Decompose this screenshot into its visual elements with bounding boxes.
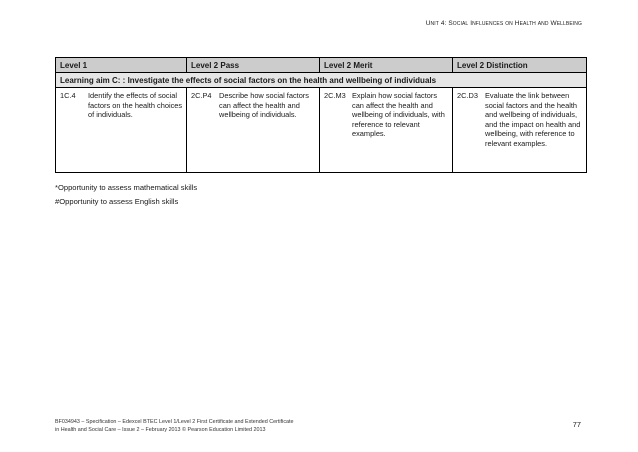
footer-line-2: in Health and Social Care – Issue 2 – February 2013 © Pearson Education Limited 2013 [55,427,266,433]
criterion-code: 2C.P4 [191,91,212,100]
note-english-skills: #Opportunity to assess English skills [55,197,179,206]
column-header-level-2-distinction: Level 2 Distinction [457,61,528,70]
criterion-text: Describe how social factors can affect the health and wellbeing of individuals. [219,91,309,120]
criterion-2cm3 [320,88,453,172]
table-header-row [56,58,586,73]
column-header-level-2-merit: Level 2 Merit [320,58,453,72]
criterion-text: Identify the effects of social factors on the health choices of individuals. [88,91,183,120]
criteria-row [56,88,586,173]
criterion-text: Explain how social factors can affect the health and wellbeing of individuals, with reference to relevant examples. [352,91,445,139]
page-footer [55,418,294,434]
footer-line-1: BF034943 – Specification – Edexcel BTEC Level 1/Level 2 First Certificate and Extended Certificate [55,419,294,425]
assessment-notes [55,181,197,209]
criterion-text: Evaluate the link between social factors and the health and wellbeing of individuals, and the impact on health and wellbeing, with reference to relevant examples. [485,91,581,148]
column-header-level-2-pass: Level 2 Pass [187,58,320,72]
grading-criteria-table [55,57,587,173]
unit-header: Unit 4: Social Influences on Health and Wellbeing [425,20,582,27]
criterion-code: 2C.M3 [324,91,346,100]
page-number: 77 [572,420,581,429]
criterion-code: 1C.4 [60,91,76,100]
learning-aim-text: Learning aim C: : Investigate the effects of social factors on the health and wellbeing of individuals [60,76,437,85]
criterion-2cp4 [187,88,320,172]
note-mathematical-skills: *Opportunity to assess mathematical skills [55,183,198,192]
learning-aim-row [56,73,586,88]
criterion-1c4 [56,88,187,172]
column-header-level-1: Level 1 [56,58,187,72]
criterion-code: 2C.D3 [457,91,478,100]
criterion-2cd3 [453,88,586,172]
